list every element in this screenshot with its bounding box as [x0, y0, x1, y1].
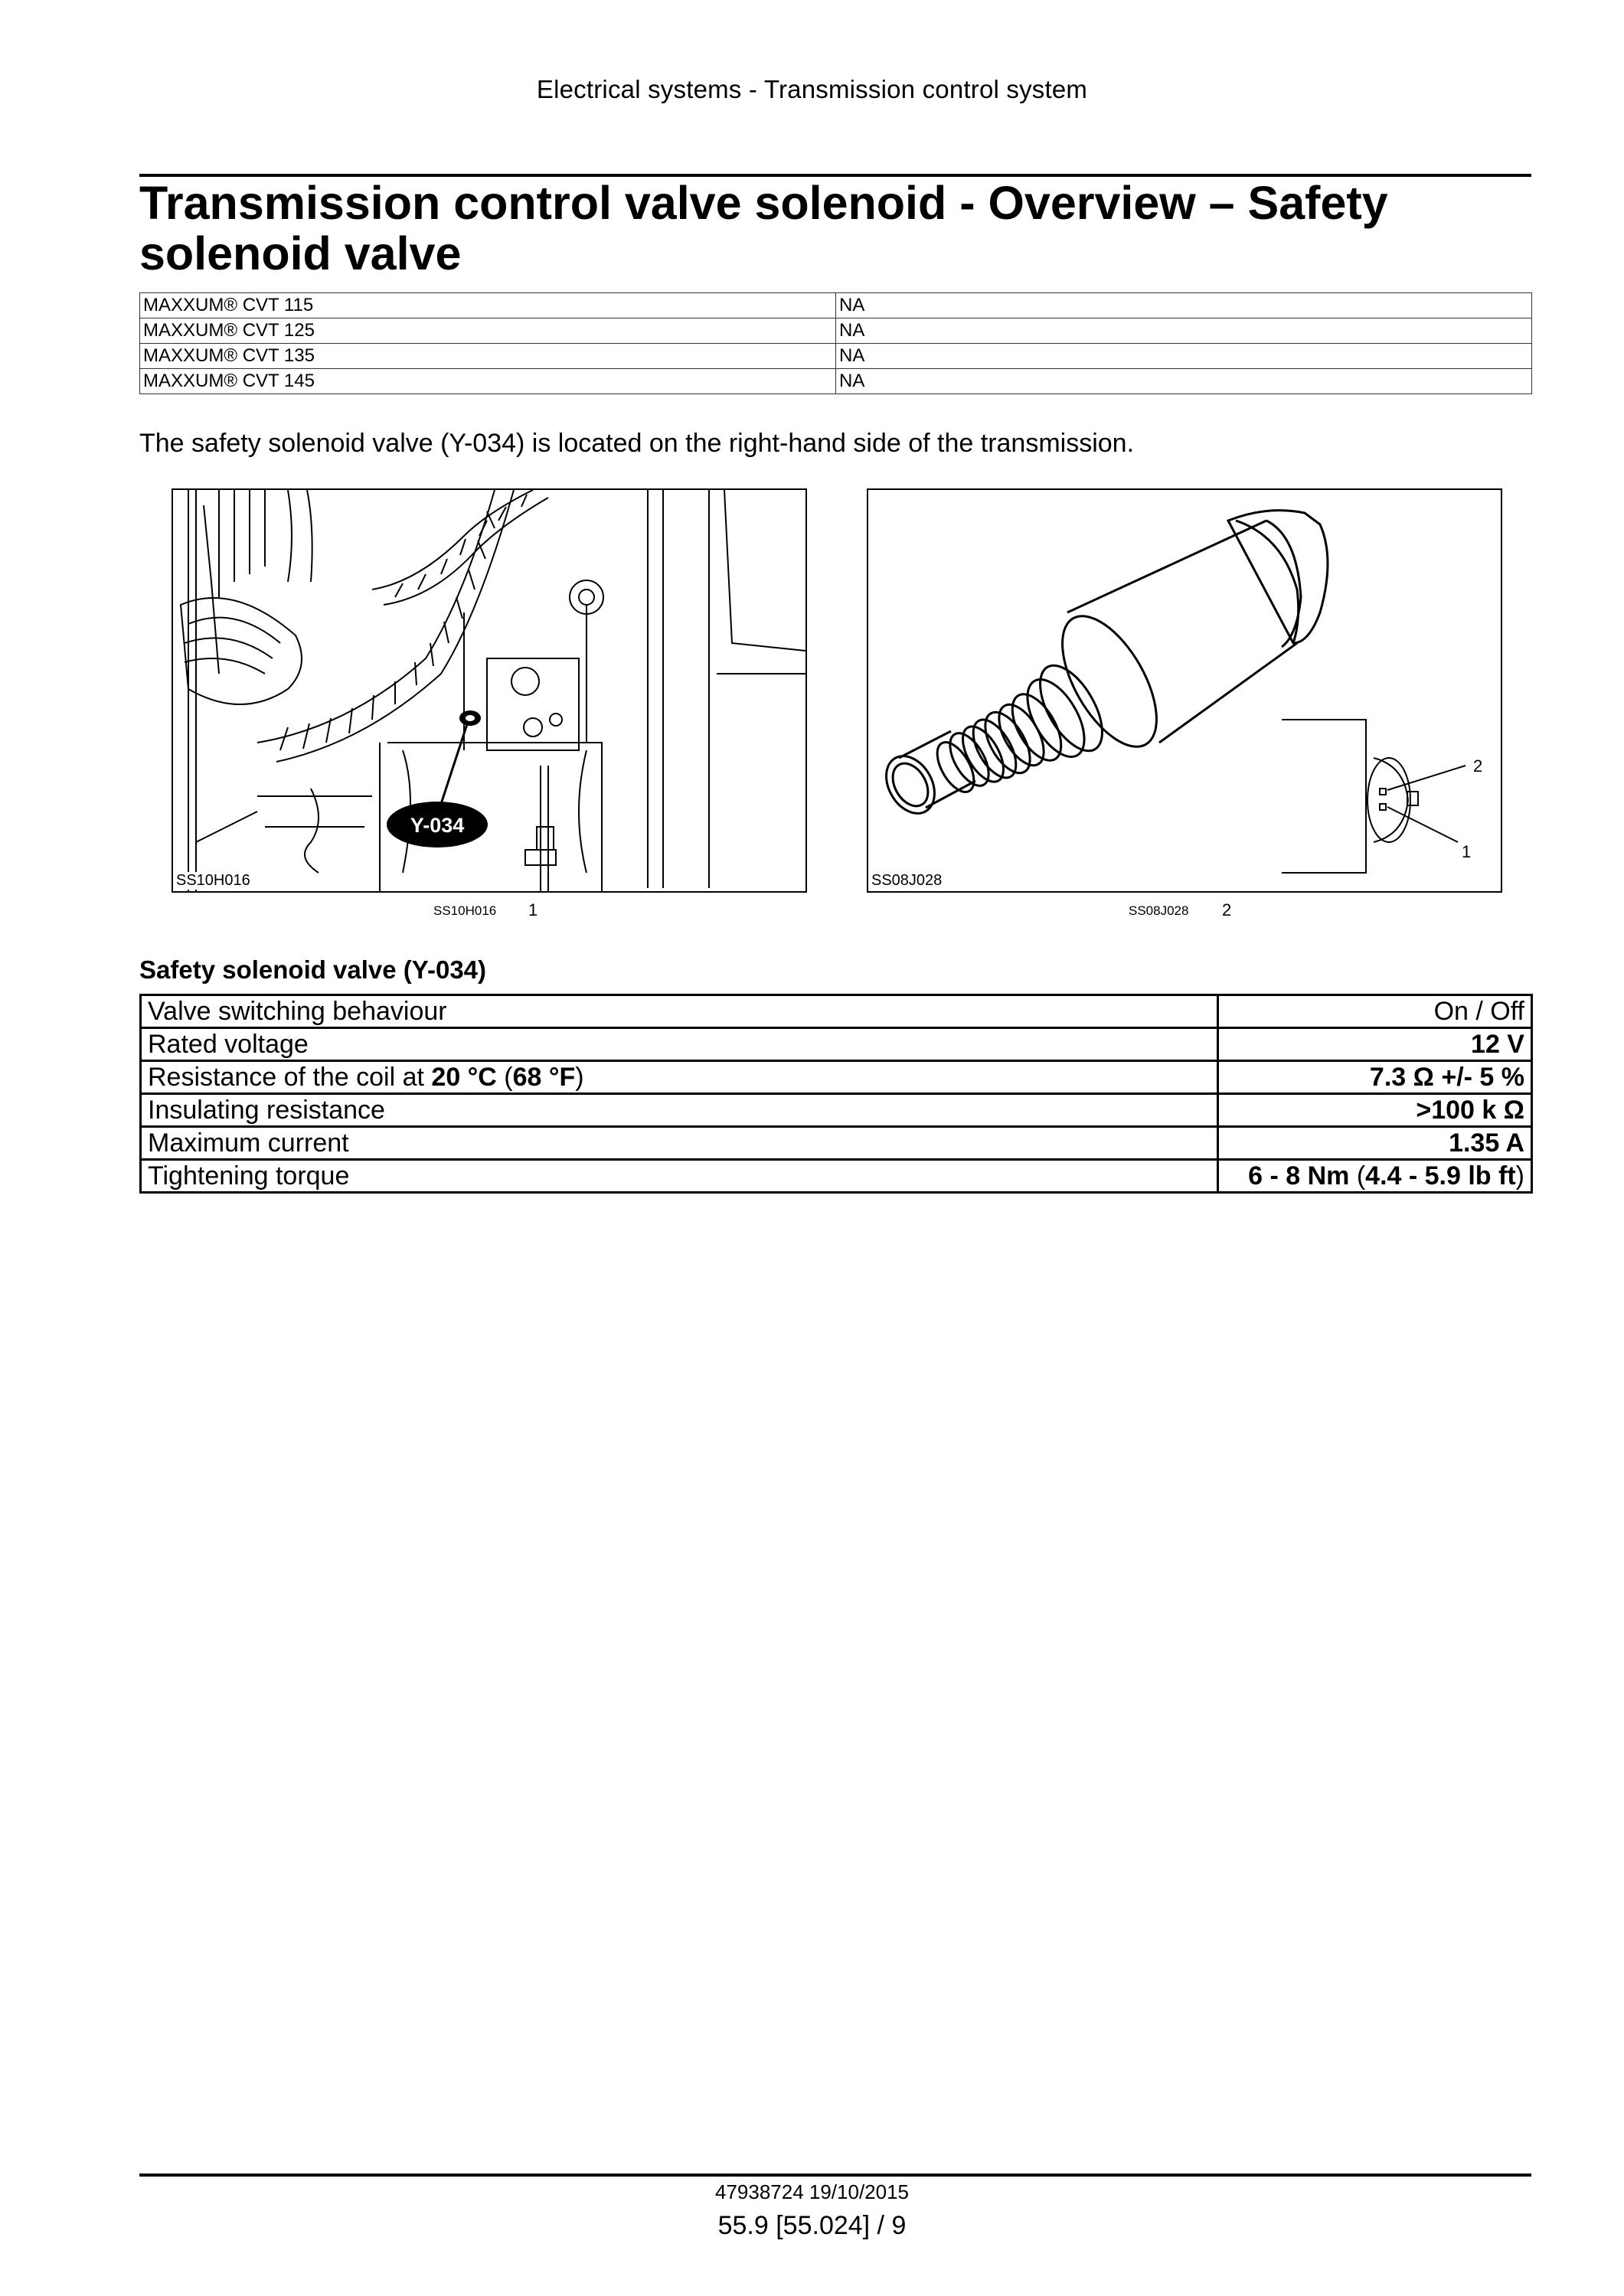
spec-value — [1218, 1028, 1532, 1061]
spec-value-text: 7.3 Ω +/- 5 % — [1369, 1063, 1524, 1092]
table-row — [141, 1160, 1532, 1193]
model-cell: MAXXUM® CVT 135 — [140, 344, 836, 369]
spec-value — [1218, 1160, 1532, 1193]
model-cell: MAXXUM® CVT 125 — [140, 318, 836, 344]
spec-value-text: 12 V — [1471, 1030, 1524, 1059]
market-cell: NA — [836, 293, 1532, 318]
spec-value-text: 1.35 A — [1449, 1128, 1524, 1158]
spec-parameter: Maximum current — [141, 1127, 1218, 1160]
paren-open: ( — [496, 1063, 513, 1092]
figure-caption-code: SS10H016 — [433, 903, 497, 918]
table-row — [141, 1094, 1532, 1127]
figure-caption-code: SS08J028 — [1129, 903, 1189, 918]
footer-rule — [139, 2174, 1531, 2177]
callout-label: Y-034 — [410, 814, 465, 837]
spec-parameter: Tightening torque — [141, 1160, 1218, 1193]
transmission-illustration — [173, 490, 805, 891]
figure-image-code: SS08J028 — [871, 872, 943, 889]
market-cell: NA — [836, 344, 1532, 369]
paren-open: ( — [1349, 1161, 1366, 1190]
spec-value — [1218, 1061, 1532, 1094]
spec-value — [1218, 1127, 1532, 1160]
spec-parameter: Insulating resistance — [141, 1094, 1218, 1127]
torque-metric: 6 - 8 Nm — [1248, 1161, 1350, 1190]
pin-label-1: 1 — [1462, 842, 1472, 861]
paren-close: ) — [575, 1063, 584, 1092]
pin-label-2: 2 — [1473, 756, 1483, 776]
table-row — [140, 318, 1532, 344]
paren-close: ) — [1515, 1161, 1524, 1190]
param-text: Resistance of the coil at — [148, 1063, 432, 1092]
figure-image-code: SS10H016 — [176, 872, 250, 889]
model-applicability-table — [139, 292, 1532, 394]
torque-imperial: 4.4 - 5.9 lb ft — [1365, 1161, 1516, 1190]
market-cell: NA — [836, 369, 1532, 394]
model-cell: MAXXUM® CVT 115 — [140, 293, 836, 318]
page-title: Transmission control valve solenoid - Overview – Safety solenoid valve — [139, 177, 1388, 279]
figure-number: 2 — [1222, 900, 1232, 919]
model-cell: MAXXUM® CVT 145 — [140, 369, 836, 394]
spec-table — [139, 994, 1533, 1194]
table-row — [141, 1127, 1532, 1160]
spec-parameter: Valve switching behaviour — [141, 995, 1218, 1028]
running-header: Electrical systems - Transmission control system — [536, 75, 1088, 103]
solenoid-valve-illustration — [868, 490, 1501, 891]
spec-value-text: >100 k Ω — [1416, 1096, 1524, 1125]
table-row — [140, 369, 1532, 394]
intro-paragraph: The safety solenoid valve (Y-034) is located on the right-hand side of the transmission. — [139, 429, 1135, 458]
document-reference: 47938724 19/10/2015 — [714, 2180, 910, 2203]
spec-value — [1218, 1094, 1532, 1127]
spec-parameter — [141, 1061, 1218, 1094]
table-row — [141, 1028, 1532, 1061]
figure-solenoid-drawing — [867, 488, 1502, 893]
spec-value: On / Off — [1218, 995, 1532, 1028]
temp-fahrenheit: 68 °F — [512, 1063, 576, 1092]
page-reference: 55.9 [55.024] / 9 — [717, 2211, 907, 2240]
market-cell: NA — [836, 318, 1532, 344]
section-heading: Safety solenoid valve (Y-034) — [139, 955, 487, 984]
table-row — [140, 344, 1532, 369]
spec-parameter: Rated voltage — [141, 1028, 1218, 1061]
figure-number: 1 — [528, 900, 538, 919]
table-row — [141, 995, 1532, 1028]
figure-location-photo — [172, 488, 807, 893]
table-row — [140, 293, 1532, 318]
temp-celsius: 20 °C — [431, 1063, 497, 1092]
table-row — [141, 1061, 1532, 1094]
